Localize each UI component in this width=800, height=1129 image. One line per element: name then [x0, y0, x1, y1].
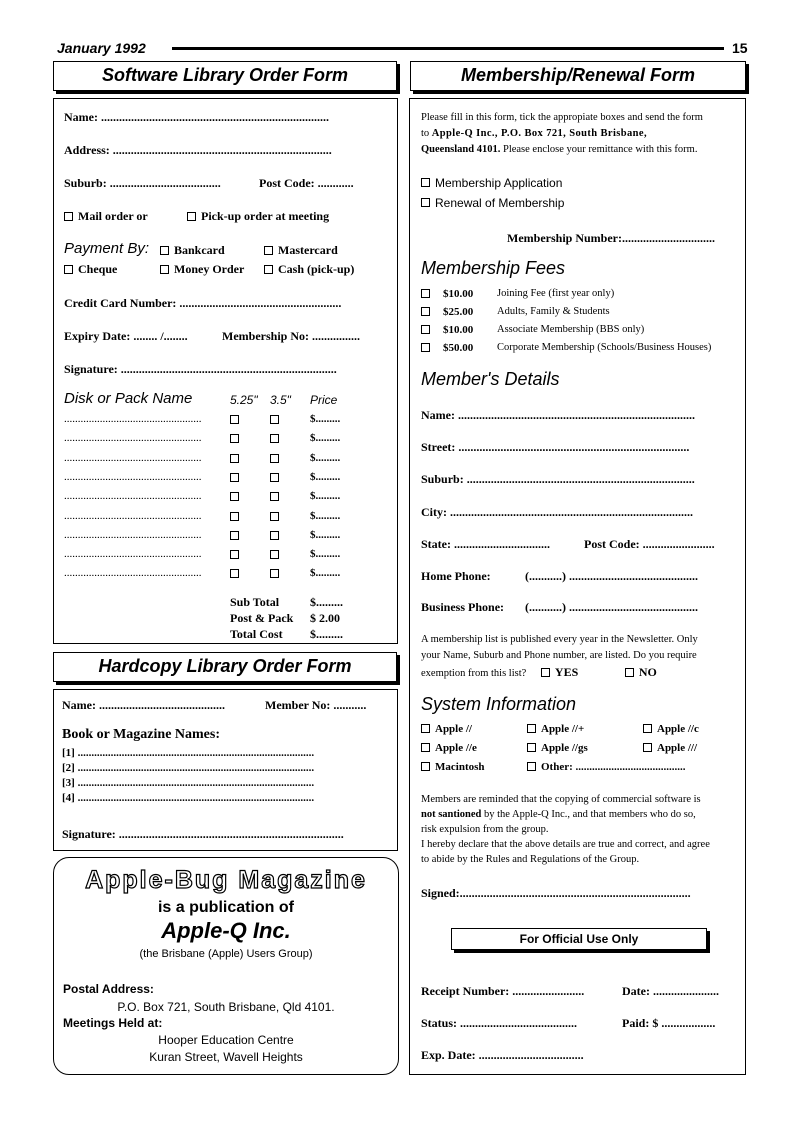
credit-card-field[interactable]: Credit Card Number: ......................................................	[64, 296, 342, 310]
disk-name-header: Disk or Pack Name	[64, 390, 193, 407]
page-number: 15	[732, 40, 748, 56]
member-name-field[interactable]: Name: ...............................................................................	[421, 408, 695, 422]
meeting-place: Hooper Education Centre	[158, 1033, 294, 1047]
fee-checkbox[interactable]	[421, 307, 430, 316]
expiry-field[interactable]: Expiry Date: ........ /........	[64, 329, 188, 343]
col-525-header: 5.25"	[230, 393, 258, 407]
disk-525-checkbox[interactable]	[230, 569, 239, 578]
disk-35-checkbox[interactable]	[270, 415, 279, 424]
intro-remittance: Please enclose your remittance with this form.	[502, 144, 698, 155]
disk-name-field[interactable]: ..................................................	[64, 490, 202, 503]
intro-state: Queensland 4101.	[421, 144, 501, 155]
home-phone-field[interactable]: (...........) ...........................................	[525, 569, 698, 583]
notice-1: Members are reminded that the copying of commercial software is	[421, 794, 701, 805]
software-address-field[interactable]: Address: .........................................................................	[64, 143, 332, 157]
notice-not-sanctioned: not santioned	[421, 809, 482, 820]
fee-description: Associate Membership (BBS only)	[497, 324, 645, 335]
member-street-field[interactable]: Street: .............................................................................	[421, 440, 690, 454]
disk-525-checkbox[interactable]	[230, 531, 239, 540]
disk-35-checkbox[interactable]	[270, 492, 279, 501]
signed-field[interactable]: Signed:.............................................................................	[421, 886, 691, 900]
apple-ii-label: Apple //	[435, 723, 472, 735]
disk-name-field[interactable]: ..................................................	[64, 470, 202, 483]
disk-name-field[interactable]: ..................................................	[64, 548, 202, 561]
book-names-label: Book or Magazine Names:	[62, 727, 220, 742]
member-city-field[interactable]: City: .................................................................................	[421, 505, 693, 519]
disk-price-field[interactable]: $.........	[310, 470, 341, 483]
total-cost-value[interactable]: $.........	[310, 627, 343, 641]
membership-intro	[421, 110, 703, 158]
disk-525-checkbox[interactable]	[230, 512, 239, 521]
disk-name-field[interactable]: ..................................................	[64, 413, 202, 425]
disk-525-checkbox[interactable]	[230, 473, 239, 482]
disk-525-checkbox[interactable]	[230, 550, 239, 559]
hardcopy-title: Hardcopy Library Order Form	[98, 656, 352, 676]
apple-iic-checkbox[interactable]	[643, 724, 652, 733]
book-item-2[interactable]: [2] ......................................................................................	[62, 762, 315, 774]
applebug-line3: (the Brisbane (Apple) Users Group)	[139, 948, 313, 960]
system-heading: System Information	[421, 694, 577, 714]
cheque-label: Cheque	[78, 262, 118, 276]
disk-name-field[interactable]: ..................................................	[64, 528, 202, 541]
disk-525-checkbox[interactable]	[230, 454, 239, 463]
fee-amount: $50.00	[443, 342, 474, 354]
disk-price-field[interactable]: $.........	[310, 451, 341, 464]
disk-525-checkbox[interactable]	[230, 492, 239, 501]
meeting-street: Kuran Street, Wavell Heights	[149, 1050, 303, 1064]
fee-amount: $10.00	[443, 288, 474, 300]
list-note-1: A membership list is published every year in the Newsletter. Only	[421, 634, 698, 645]
disk-35-checkbox[interactable]	[270, 531, 279, 540]
other-checkbox[interactable]	[527, 762, 536, 771]
membership-no-field[interactable]: Membership No: ................	[222, 329, 360, 343]
disk-name-field[interactable]: ..................................................	[64, 451, 202, 464]
disk-price-field[interactable]: $.........	[310, 509, 341, 522]
disk-525-checkbox[interactable]	[230, 434, 239, 443]
money-order-checkbox[interactable]	[160, 265, 169, 274]
apple-iigs-checkbox[interactable]	[527, 743, 536, 752]
apple-ii-checkbox[interactable]	[421, 724, 430, 733]
disk-price-field[interactable]: $.........	[310, 548, 341, 561]
applebug-line1: is a publication of	[157, 899, 294, 916]
applebug-org: Apple-Q Inc.	[161, 918, 291, 943]
apple-iie-label: Apple //e	[435, 742, 477, 754]
hardcopy-signature-field[interactable]: Signature: ...........................................................................	[62, 827, 344, 841]
member-suburb-field[interactable]: Suburb: ............................................................................	[421, 472, 695, 486]
software-signature-field[interactable]: Signature: ........................................................................	[64, 362, 337, 376]
mail-order-checkbox[interactable]	[64, 212, 73, 221]
list-note-3: exemption from this list?	[421, 668, 527, 679]
post-pack-label: Post & Pack	[230, 611, 294, 625]
disk-name-field[interactable]: ..................................................	[64, 567, 202, 580]
notice-4: I hereby declare that the above details are true and correct, and agree	[421, 839, 710, 850]
pickup-checkbox[interactable]	[187, 212, 196, 221]
postal-label: Postal Address:	[63, 982, 154, 996]
intro-line-1: Please fill in this form, tick the appropiate boxes and send the form	[421, 112, 703, 123]
col-price-header: Price	[310, 393, 338, 407]
fee-checkbox[interactable]	[421, 289, 430, 298]
fee-checkbox[interactable]	[421, 343, 430, 352]
notice-5: to abide by the Rules and Regulations of the Group.	[421, 854, 640, 865]
membership-title: Membership/Renewal Form	[460, 65, 696, 85]
total-cost-label: Total Cost	[230, 627, 283, 641]
software-suburb-field[interactable]: Suburb: .....................................	[64, 176, 221, 190]
disk-35-checkbox[interactable]	[270, 454, 279, 463]
book-item-4[interactable]: [4] ......................................................................................	[62, 792, 315, 804]
fees-heading: Membership Fees	[421, 258, 566, 278]
macintosh-label: Macintosh	[435, 761, 485, 773]
apple-iiplus-label: Apple //+	[541, 723, 585, 735]
totals-labels	[230, 594, 293, 642]
official-date-field[interactable]: Date: ......................	[622, 984, 719, 998]
disk-price-field[interactable]: $.........	[310, 413, 341, 425]
membership-list-note	[421, 632, 698, 682]
disk-35-checkbox[interactable]	[270, 550, 279, 559]
disk-35-checkbox[interactable]	[270, 512, 279, 521]
yes-checkbox[interactable]	[541, 668, 550, 677]
disk-price-field[interactable]: $.........	[310, 490, 341, 503]
renewal-checkbox[interactable]	[421, 198, 430, 207]
cash-checkbox[interactable]	[264, 265, 273, 274]
official-use-label: For Official Use Only	[519, 932, 639, 946]
notice-2: by the Apple-Q Inc., and that members who do so,	[484, 809, 696, 820]
disk-35-checkbox[interactable]	[270, 569, 279, 578]
fee-description: Adults, Family & Students	[497, 306, 610, 317]
fee-description: Corporate Membership (Schools/Business Houses)	[497, 342, 712, 353]
fee-amount: $10.00	[443, 324, 474, 336]
bankcard-checkbox[interactable]	[160, 246, 169, 255]
status-field[interactable]: Status: .......................................	[421, 1016, 578, 1030]
business-phone-label: Business Phone:	[421, 600, 505, 614]
member-postcode-field[interactable]: Post Code: ........................	[584, 537, 715, 551]
member-state-field[interactable]: State: ................................	[421, 537, 550, 551]
disk-525-checkbox[interactable]	[230, 415, 239, 424]
exp-date-field[interactable]: Exp. Date: ...................................	[421, 1048, 584, 1062]
no-label: NO	[638, 665, 657, 679]
pickup-label: Pick-up order at meeting	[201, 209, 330, 223]
home-phone-label: Home Phone:	[421, 569, 491, 583]
intro-to: to	[421, 128, 430, 139]
apple-iigs-label: Apple //gs	[541, 742, 588, 754]
sub-total-value[interactable]: $.........	[310, 595, 343, 609]
apple-iii-checkbox[interactable]	[643, 743, 652, 752]
disk-35-checkbox[interactable]	[270, 473, 279, 482]
meetings-label: Meetings Held at:	[63, 1016, 163, 1030]
disk-35-checkbox[interactable]	[270, 434, 279, 443]
paid-field[interactable]: Paid: $ ..................	[622, 1016, 716, 1030]
postal-address: P.O. Box 721, South Brisbane, Qld 4101.	[117, 1000, 335, 1014]
hardcopy-member-no-field[interactable]: Member No: ...........	[265, 698, 367, 712]
disk-name-field[interactable]: ..................................................	[64, 509, 202, 522]
apple-iii-label: Apple ///	[657, 742, 698, 754]
apple-iiplus-checkbox[interactable]	[527, 724, 536, 733]
list-note-2: your Name, Suburb and Phone number, are listed. Do you require	[421, 650, 697, 661]
apple-iic-label: Apple //c	[657, 723, 699, 735]
macintosh-checkbox[interactable]	[421, 762, 430, 771]
cheque-checkbox[interactable]	[64, 265, 73, 274]
fee-amount: $25.00	[443, 306, 474, 318]
membership-number-field[interactable]: Membership Number:...............................	[507, 231, 715, 245]
post-pack-value: $ 2.00	[310, 611, 340, 625]
cash-label: Cash (pick-up)	[278, 262, 355, 276]
details-heading: Member's Details	[421, 369, 560, 389]
software-title: Software Library Order Form	[101, 65, 349, 85]
sub-total-label: Sub Total	[230, 595, 280, 609]
book-item-3[interactable]: [3] ......................................................................................	[62, 777, 315, 789]
intro-address: Apple-Q Inc., P.O. Box 721, South Brisbane,	[431, 128, 647, 139]
mail-order-label: Mail order or	[78, 209, 148, 223]
col-35-header: 3.5"	[270, 393, 291, 407]
apple-iie-checkbox[interactable]	[421, 743, 430, 752]
book-list	[62, 746, 314, 806]
page-date: January 1992	[57, 40, 146, 56]
money-order-label: Money Order	[174, 262, 245, 276]
disk-price-field[interactable]: $.........	[310, 528, 341, 541]
disk-price-field[interactable]: $.........	[310, 432, 341, 445]
fee-checkbox[interactable]	[421, 325, 430, 334]
copying-notice	[421, 792, 710, 867]
book-item-1[interactable]: [1] ......................................................................................	[62, 747, 315, 759]
mastercard-label: Mastercard	[278, 243, 338, 257]
membership-app-label: Membership Application	[435, 176, 563, 190]
other-field[interactable]: Other: ........................................	[541, 761, 686, 773]
software-name-field[interactable]: Name: ............................................................................	[64, 110, 329, 124]
totals-values	[310, 594, 343, 642]
fee-description: Joining Fee (first year only)	[497, 288, 615, 299]
bankcard-label: Bankcard	[174, 243, 225, 257]
yes-label: YES	[554, 665, 579, 679]
business-phone-field[interactable]: (...........) ...........................................	[525, 600, 698, 614]
payment-by-label: Payment By:	[64, 240, 150, 257]
hardcopy-name-field[interactable]: Name: ..........................................	[62, 698, 225, 712]
receipt-number-field[interactable]: Receipt Number: ........................	[421, 984, 585, 998]
membership-app-checkbox[interactable]	[421, 178, 430, 187]
disk-price-field[interactable]: $.........	[310, 567, 341, 580]
software-postcode-field[interactable]: Post Code: ............	[259, 176, 354, 190]
mastercard-checkbox[interactable]	[264, 246, 273, 255]
disk-name-field[interactable]: ..................................................	[64, 432, 202, 445]
applebug-title: Apple-Bug Magazine	[85, 866, 367, 894]
header-rule	[172, 47, 724, 50]
renewal-label: Renewal of Membership	[435, 196, 565, 210]
notice-3: risk expulsion from the group.	[421, 824, 549, 835]
no-checkbox[interactable]	[625, 668, 634, 677]
